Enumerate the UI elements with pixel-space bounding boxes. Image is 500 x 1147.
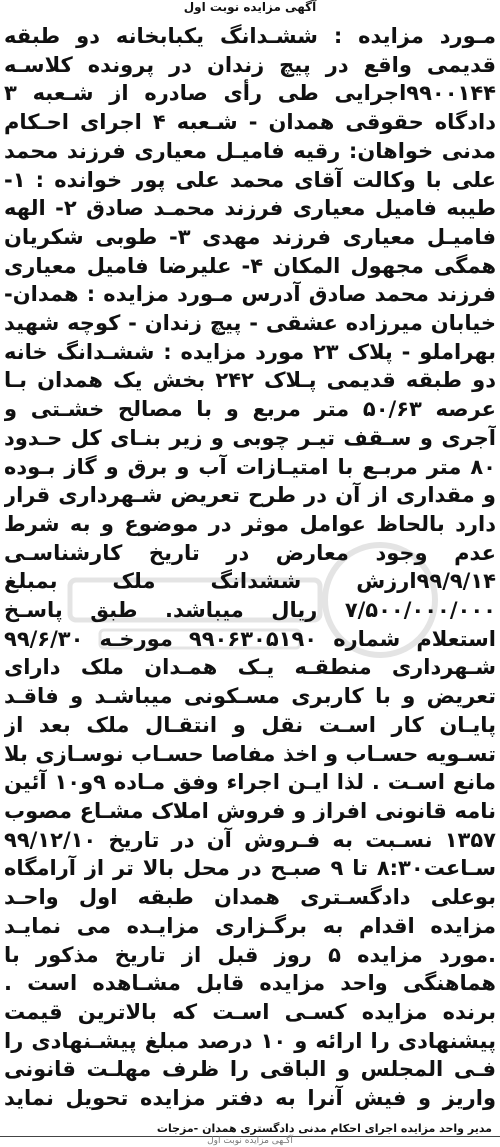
- notice-signature: مدیر واحد مزایده اجرای احکام مدنی دادگستری همدان -مزجات: [156, 1122, 492, 1135]
- notice-heading: آگهی مزایده نوبت اول: [0, 0, 500, 14]
- notice-body: [4, 22, 496, 1112]
- notice-body-text: مـورد مزایده : ششـدانگ یکبابخانه دو طبقه قدیمی واقع در پیچ زندان در پرونده کلاسـه ۹۹۰۰۱۴۴اجرایی طی رأی صادره از شـعبه ۳ دادگاه حقوقی همدان - شـعبه ۴ اجرای احـکام مدنی خواهان: رقیه فامیـل معیاری فرزند محمد علی با وکالت آقای محمد علی پور خوانده : ۱- طیبه فامیل معیاری فرزند محمـد صادق ۲- الهه فامیـل معیاری فرزند مهدی ۳- طوبی شکریان همگی مجهول المکان ۴- علیرضا فامیل معیاری فرزند محمد صادق آدرس مـورد مزایده : همدان- خیابان میرزاده عشقی - پیچ زندان - کوچه شهید بهراملو - پلاک ۲۳ مورد مزایده : ششـدانگ خانه دو طبقه قدیمی پـلاک ۲۴۲ بخش یک همدان بـا عرصه ۵۰/۶۳ متر مربع و با مصالح خشـتی و آجری و سـقف تیـر چوبی و زیر بنـای کل حـدود ۸۰ متر مربـع با امتیـازات آب و برق و گاز بـوده و مقداری از آن در طرح تعریض شـهرداری قرار دارد بالحاظ عوامل موثر در موضوع و به شرط عدم وجود معارض در تاریخ کارشناسـی ۹۹/۹/۱۴ارزش ششدانگ ملک بمبلغ ۷/۵۰۰/۰۰۰/۰۰۰ ریال میباشد. طبق پاسـخ استعلام شماره ۹۹۰۶۳۰۵۱۹۰ مورخـه ۹۹/۶/۳۰ شـهرداری منطقـه یـک همـدان ملک دارای تعریض و با کاربری مسـکونی میباشـد و فاقـد پایـان کار اسـت نقل و انتقـال ملک بعد از تسـویه حسـاب و اخذ مفاصا حسـاب نوسـازی بلا مانع اسـت . لذا ایـن اجراء وفق مـاده ۹و۱۰ آئین نامه قانونی افراز و فروش املاک مشـاع مصوب ۱۳۵۷ نسـبت به فـروش آن در تاریخ ۹۹/۱۲/۱۰ سـاعت۸:۳۰ تا ۹ صبـح در محل بالا تر از آرامگاه بوعلی دادگسـتری همدان طبقه اول واحـد مزایده اقدام به برگـزاری مزایـده می نمایـد .مورد مزایده ۵ روز قبل از تاریخ مذکور با هماهنگی واحد مزایده قابل مشـاهده است . برنده مزایده کسـی اسـت که بالاترین قیمت پیشنهادی را ارائه و ۱۰ درصد مبلغ پیشـنهادی را فـی المجلس و الباقی را ظرف مهلـت قانونی واریز و فیش آنرا به دفتر مزایده تحویل نماید: [4, 24, 496, 1111]
- next-notice-fragment: آگـهی مزایده نوبت اول: [207, 1136, 293, 1146]
